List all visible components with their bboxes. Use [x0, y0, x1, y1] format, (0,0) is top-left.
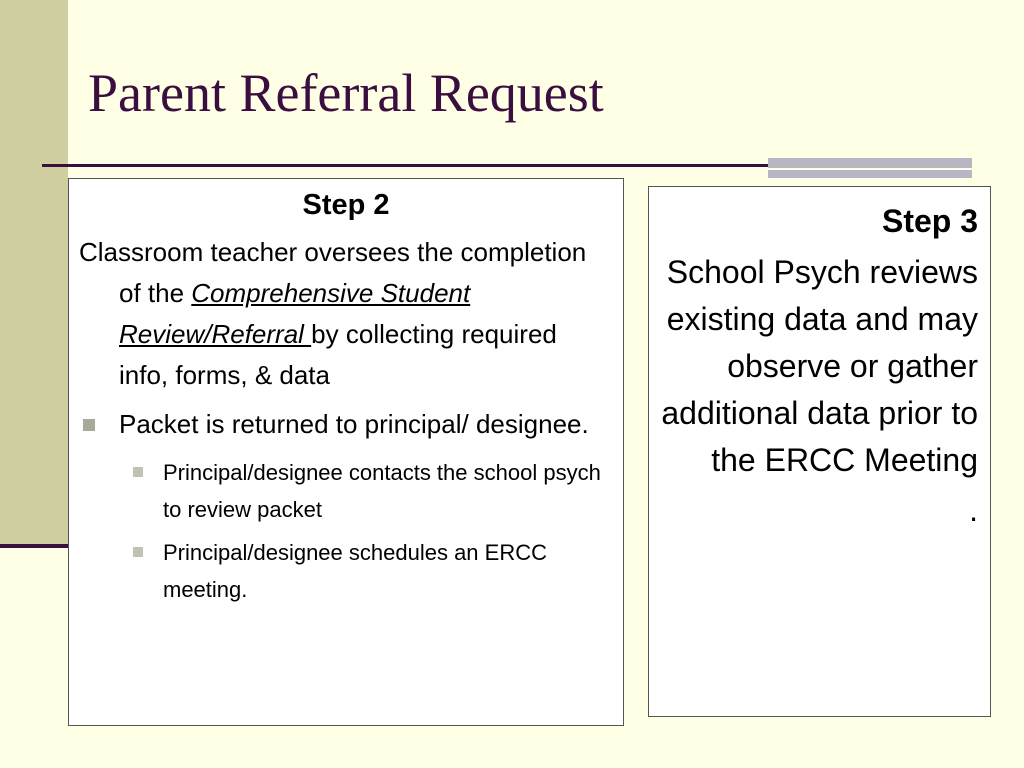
schedules-meeting-text: Principal/designee schedules an ERCC meeting. — [163, 540, 547, 602]
square-bullet-icon — [133, 547, 143, 557]
slide-title: Parent Referral Request — [88, 63, 604, 123]
list-item — [79, 534, 613, 608]
contacts-psych-text: Principal/designee contacts the school psych to review packet — [163, 460, 601, 522]
square-bullet-icon — [83, 419, 95, 431]
step-2-heading: Step 2 — [302, 189, 390, 221]
step-2-intro — [79, 232, 613, 396]
step-3-trailing-dot: . — [969, 492, 978, 528]
step-3-body: School Psych reviews existing data and may observe or gather additional data prior to the ERCC Meeting — [661, 254, 978, 478]
packet-returned-text: Packet is returned to principal/ designee. — [119, 409, 589, 439]
square-bullet-icon — [133, 467, 143, 477]
step-2-intro-end: by collecting required info, forms, & data — [119, 319, 557, 390]
left-decorative-band — [0, 0, 68, 546]
referral-document-name: Comprehensive Student Review/Referral — [119, 278, 471, 349]
left-band-accent-line — [0, 544, 70, 548]
step-3-box — [648, 186, 991, 717]
title-divider-accent — [768, 158, 972, 178]
step-3-heading: Step 3 — [881, 203, 978, 239]
list-item — [79, 402, 613, 446]
step-2-box — [68, 178, 624, 726]
list-item — [79, 454, 613, 528]
step-2-intro-text: Classroom teacher oversees the completion of the — [79, 237, 587, 308]
